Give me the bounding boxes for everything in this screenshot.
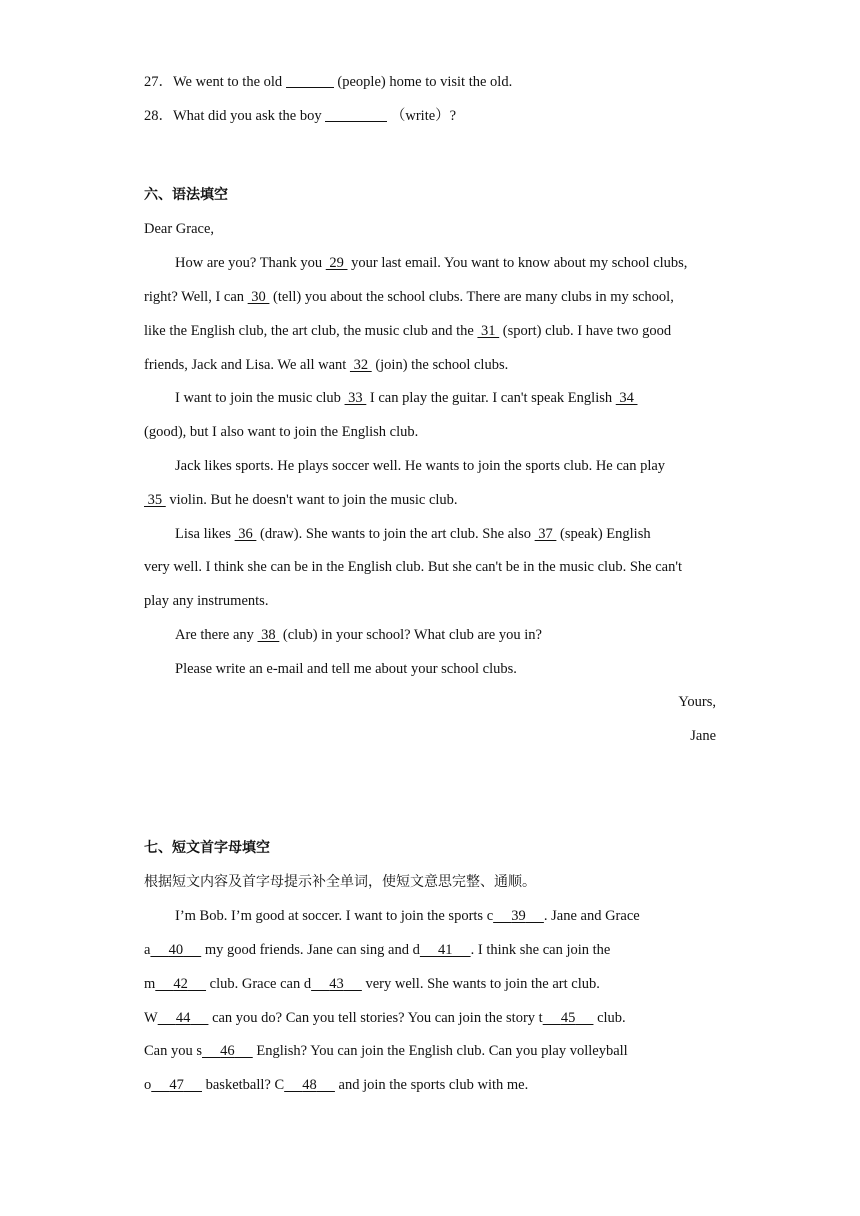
blank-45[interactable]: 45 xyxy=(560,1010,576,1026)
blank-43[interactable]: 43 xyxy=(329,976,344,992)
passage-line: I’m Bob. I’m good at soccer. I want to join the sports c 39 . Jane and Grace xyxy=(175,908,640,924)
blank-37[interactable]: 37 xyxy=(534,526,557,542)
section-6-title: 六、语法填空 xyxy=(144,187,228,203)
passage-line: 35 violin. But he doesn't want to join the music club. xyxy=(144,492,458,508)
question-number: 28． xyxy=(144,108,173,124)
blank-46[interactable]: 46 xyxy=(220,1043,235,1059)
passage-line: (good), but I also want to join the English club. xyxy=(144,424,419,440)
passage-line: right? Well, I can 30 (tell) you about the school clubs. There are many clubs in my school, xyxy=(144,289,674,305)
question-27: 27．We went to the old (people) home to visit the old. xyxy=(144,74,513,90)
blank-32[interactable]: 32 xyxy=(349,357,372,373)
blank-48[interactable]: 48 xyxy=(302,1077,317,1093)
question-number: 27． xyxy=(144,74,173,90)
passage-line: Are there any 38 (club) in your school? What club are you in? xyxy=(175,627,542,643)
passage-line: a 40 my good friends. Jane can sing and d 41 . I think she can join the xyxy=(144,942,611,958)
blank-33[interactable]: 33 xyxy=(344,390,367,406)
answer-blank[interactable] xyxy=(325,106,387,122)
answer-blank[interactable] xyxy=(286,72,334,88)
passage-line: o 47 basketball? C 48 and join the sports club with me. xyxy=(144,1077,529,1093)
passage-line: Please write an e-mail and tell me about your school clubs. xyxy=(175,661,517,677)
letter-greeting: Dear Grace, xyxy=(144,221,215,237)
blank-31[interactable]: 31 xyxy=(477,323,500,339)
blank-44[interactable]: 44 xyxy=(175,1010,191,1026)
section-7-instruction: 根据短文内容及首字母提示补全单词，使短文意思完整、通顺。 xyxy=(144,874,536,890)
passage-line: very well. I think she can be in the English club. But she can't be in the music club. She can't xyxy=(144,559,682,575)
passage-line: friends, Jack and Lisa. We all want 32 (join) the school clubs. xyxy=(144,357,509,373)
blank-42[interactable]: 42 xyxy=(173,976,188,992)
section-7-title: 七、短文首字母填空 xyxy=(144,840,270,856)
letter-closing: Yours, xyxy=(678,694,716,710)
question-28: 28．What did you ask the boy （write）? xyxy=(144,108,457,124)
blank-29[interactable]: 29 xyxy=(325,255,348,271)
passage-line: How are you? Thank you 29 your last email. You want to know about my school clubs, xyxy=(175,255,688,271)
passage-line: like the English club, the art club, the music club and the 31 (sport) club. I have two good xyxy=(144,323,672,339)
passage-line: W 44 can you do? Can you tell stories? You can join the story t 45 club. xyxy=(144,1010,626,1026)
blank-36[interactable]: 36 xyxy=(234,526,257,542)
blank-34[interactable]: 34 xyxy=(615,390,638,406)
blank-40[interactable]: 40 xyxy=(168,942,184,958)
blank-47[interactable]: 47 xyxy=(169,1077,184,1093)
passage-line: Can you s 46 English? You can join the English club. Can you play volleyball xyxy=(144,1043,628,1059)
passage-line: Lisa likes 36 (draw). She wants to join the art club. She also 37 (speak) English xyxy=(175,526,651,542)
blank-35[interactable]: 35 xyxy=(144,492,166,508)
blank-30[interactable]: 30 xyxy=(247,289,270,305)
passage-line: I want to join the music club 33 I can play the guitar. I can't speak English 34 xyxy=(175,390,638,406)
passage-line: play any instruments. xyxy=(144,593,269,609)
passage-line: Jack likes sports. He plays soccer well. He wants to join the sports club. He can play xyxy=(175,458,666,474)
letter-signature: Jane xyxy=(690,728,716,744)
blank-41[interactable]: 41 xyxy=(437,942,453,958)
passage-line: m 42 club. Grace can d 43 very well. She wants to join the art club. xyxy=(144,976,600,992)
blank-39[interactable]: 39 xyxy=(511,908,526,924)
blank-38[interactable]: 38 xyxy=(257,627,280,643)
